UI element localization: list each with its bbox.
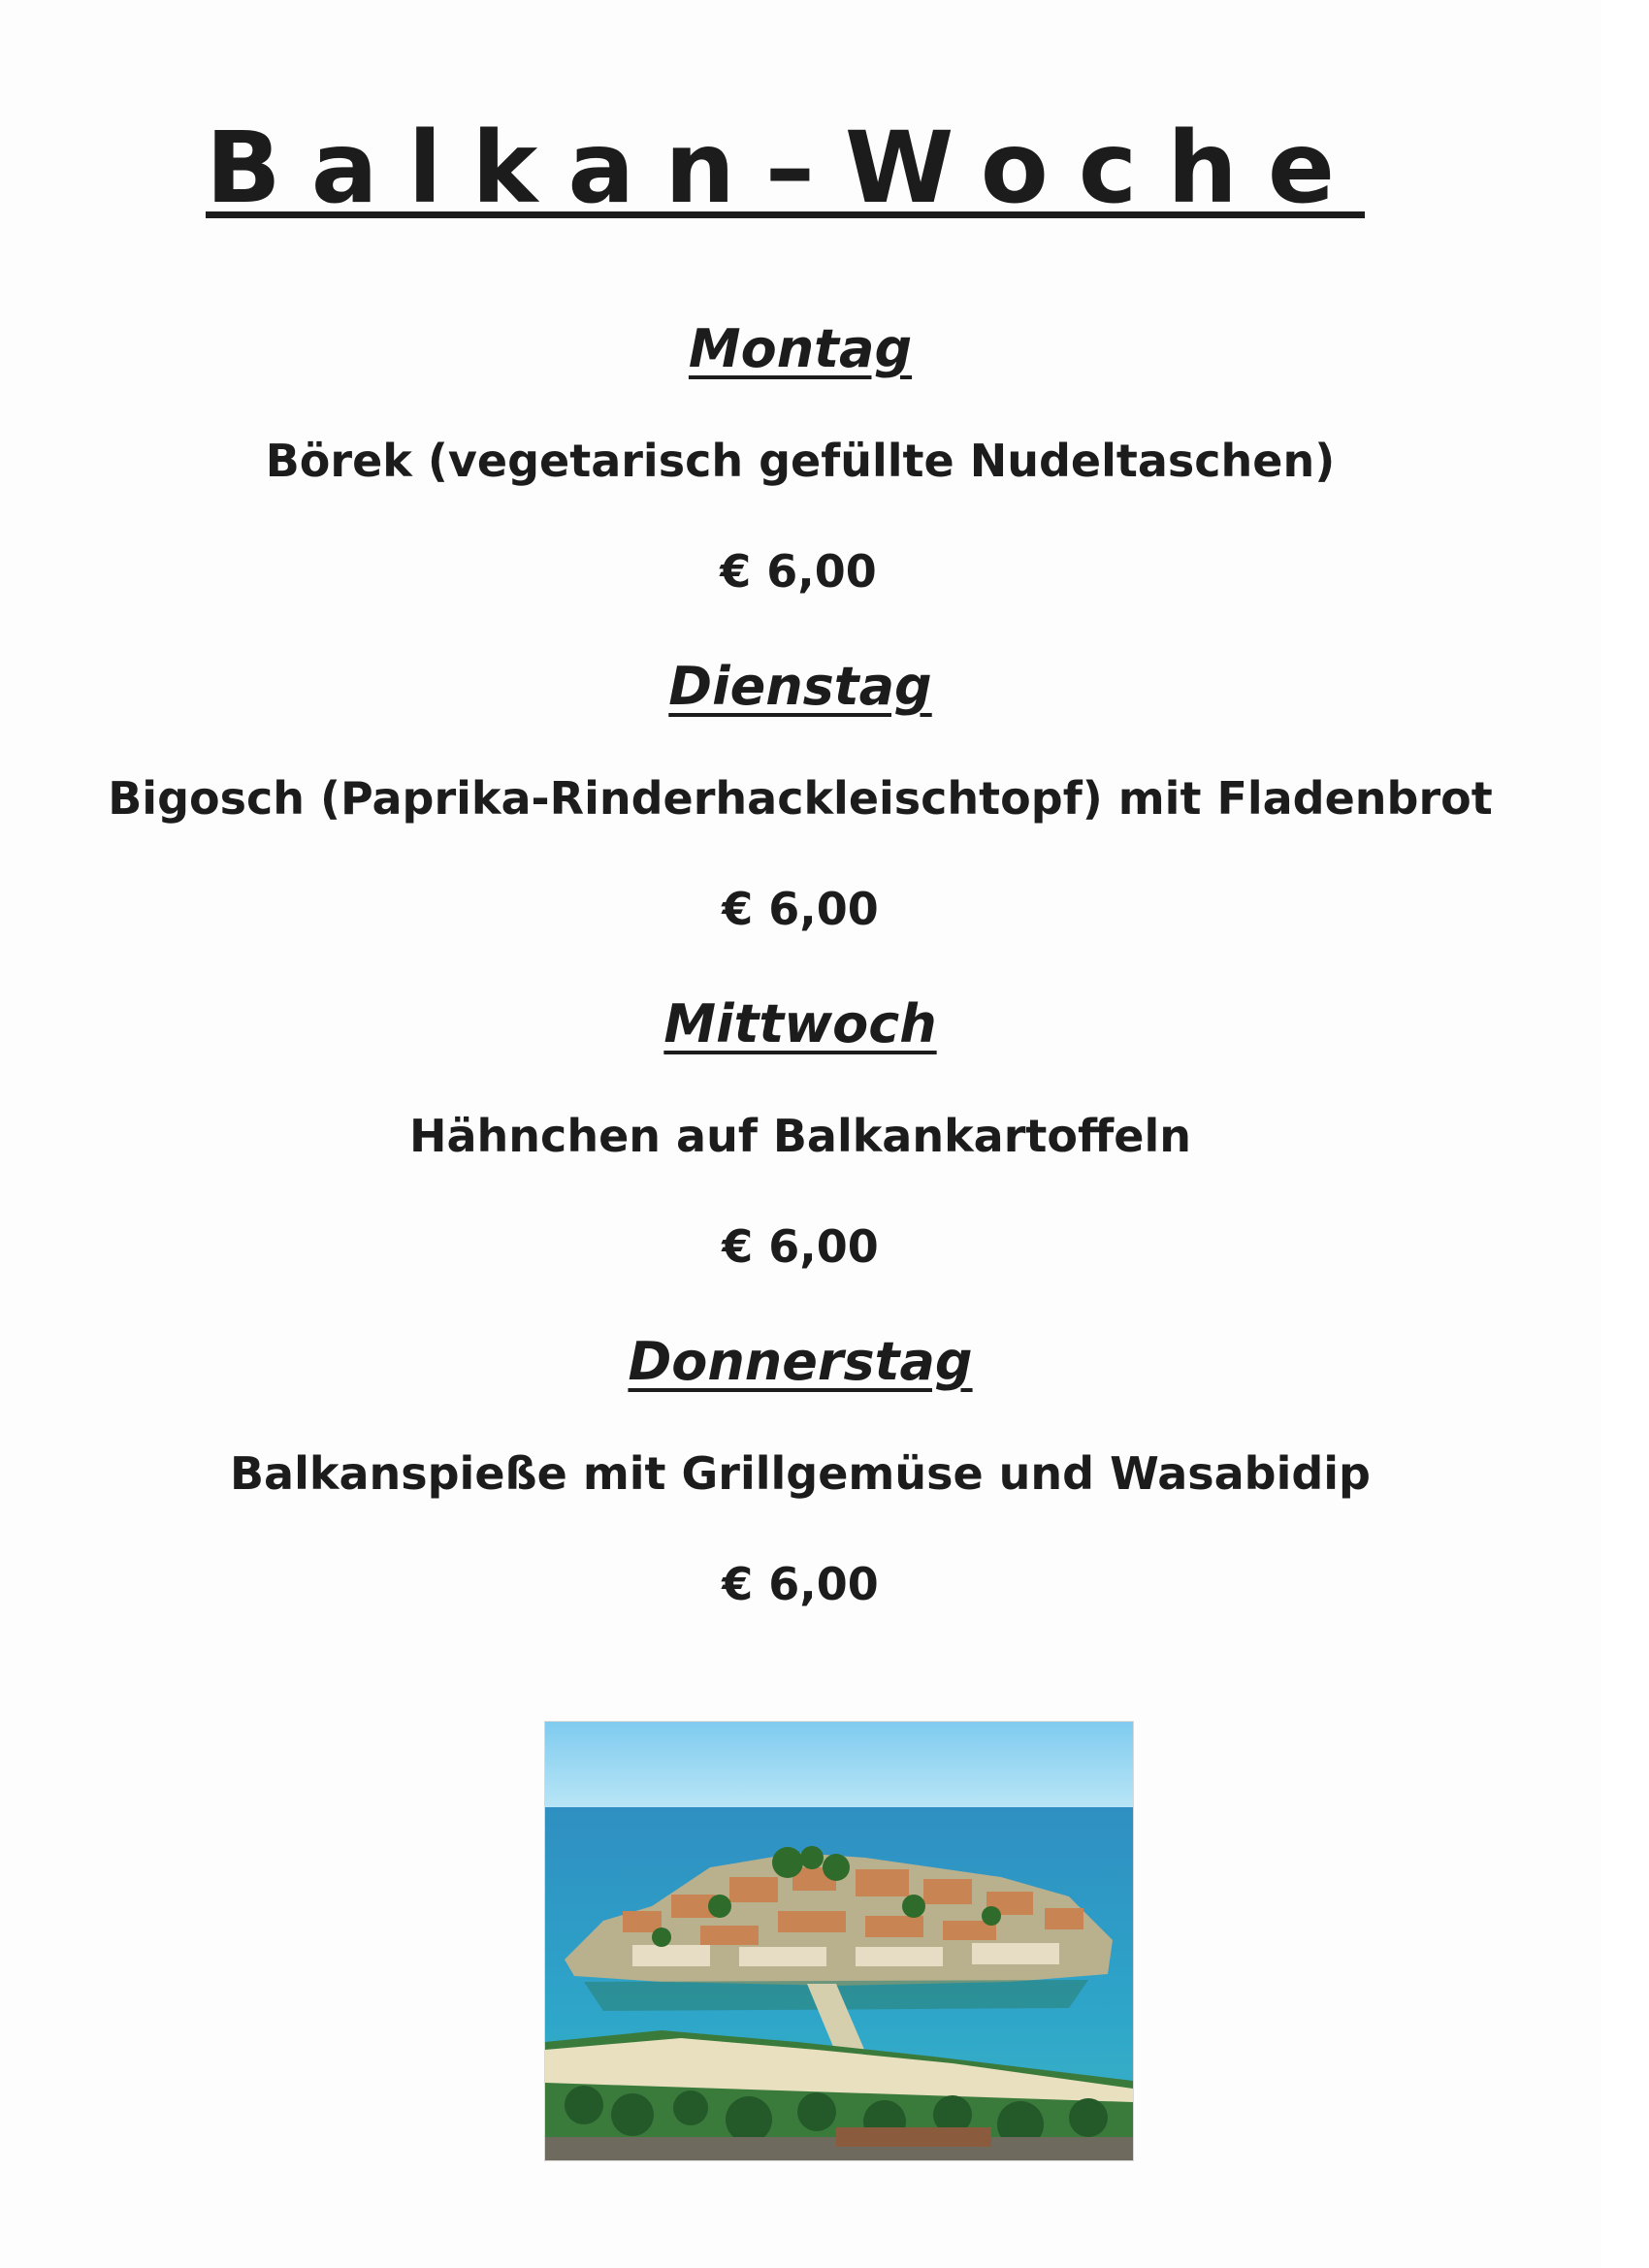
scan-edge — [1600, 0, 1649, 2268]
price-wednesday: € 6,00 — [722, 1220, 879, 1273]
day-heading-thursday: Donnerstag — [628, 1331, 973, 1392]
price-tuesday: € 6,00 — [722, 883, 879, 935]
day-heading-wednesday: Mittwoch — [663, 993, 937, 1054]
day-heading-monday: Montag — [688, 318, 913, 379]
page-title: Balkan–Woche — [206, 111, 1366, 226]
dish-wednesday: Hähnchen auf Balkankartoffeln — [409, 1110, 1191, 1162]
price-monday: € 6,00 — [720, 545, 877, 598]
dish-monday: Börek (vegetarisch gefüllte Nudeltaschen) — [265, 435, 1336, 487]
dish-thursday: Balkanspieße mit Grillgemüse und Wasabidip — [230, 1447, 1371, 1500]
price-thursday: € 6,00 — [722, 1558, 879, 1610]
island-photo — [544, 1721, 1134, 2161]
dish-tuesday: Bigosch (Paprika-Rinderhackleischtopf) mit Fladenbrot — [108, 772, 1493, 825]
day-heading-tuesday: Dienstag — [668, 656, 932, 717]
